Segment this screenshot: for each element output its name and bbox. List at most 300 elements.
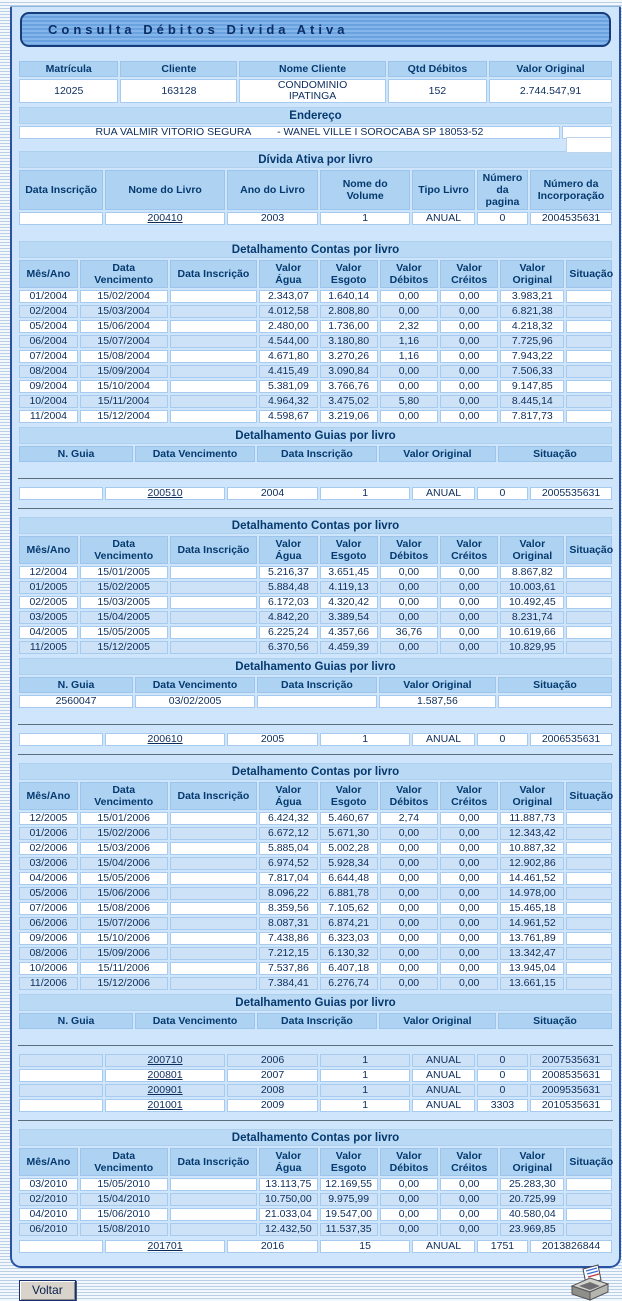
cell: 6.407,18 [320, 962, 378, 975]
cell: 2007535631 [530, 1054, 612, 1067]
cell: 15/01/2006 [80, 812, 168, 825]
column-header: Valor Original [489, 61, 612, 77]
table-row [19, 320, 612, 333]
separator-line [18, 478, 613, 479]
cell: 3.651,45 [320, 566, 378, 579]
cell: 15/06/2006 [80, 887, 168, 900]
table-row [19, 641, 612, 654]
cell [19, 1084, 103, 1097]
cell: ANUAL [412, 212, 475, 225]
cell: 0,00 [440, 1208, 498, 1221]
cell [170, 842, 258, 855]
cell: 5.928,34 [320, 857, 378, 870]
cell: 2008 [227, 1084, 318, 1097]
cell: 0,00 [440, 962, 498, 975]
cell: 04/2006 [19, 872, 78, 885]
cell: 2,32 [380, 320, 438, 333]
cell: 15/09/2004 [80, 365, 168, 378]
cell [566, 395, 612, 408]
cell [170, 827, 258, 840]
column-header: Mês/Ano [19, 260, 78, 288]
table-row [19, 566, 612, 579]
section-title-row [19, 994, 612, 1011]
table-row [19, 872, 612, 885]
matricula-value: 12025 [19, 79, 118, 103]
cell: 0,00 [440, 947, 498, 960]
cell: 15/10/2006 [80, 932, 168, 945]
column-header: Valor Créitos [440, 782, 498, 810]
cell [170, 611, 258, 624]
corner-white-box [566, 137, 612, 153]
column-header: Data Inscrição [257, 1013, 377, 1029]
cell: 4.598,67 [259, 410, 317, 423]
column-header: Valor Esgoto [320, 1148, 378, 1176]
section-title: Detalhamento Contas por livro [19, 241, 612, 258]
table-row [19, 857, 612, 870]
cell: 0,00 [440, 827, 498, 840]
cell: 4.964,32 [259, 395, 317, 408]
cell: 15/04/2006 [80, 857, 168, 870]
section-title-row [19, 763, 612, 780]
endereco-value: RUA VALMIR VITORIO SEGURA - WANEL VILLE I SOROCABA SP 18053-52 [19, 126, 560, 139]
book-row [19, 212, 612, 225]
cell [105, 733, 225, 746]
column-header: Ano do Livro [227, 170, 318, 210]
cell: 04/2005 [19, 626, 78, 639]
cell: 3.219,06 [320, 410, 378, 423]
cell: 02/2010 [19, 1193, 78, 1206]
book-row [19, 487, 612, 500]
column-header: Tipo Livro [412, 170, 475, 210]
cell: 3.090,84 [320, 365, 378, 378]
book-link[interactable]: 200801 [147, 1069, 183, 1081]
endereco-value-row [19, 126, 612, 139]
cell [170, 365, 258, 378]
cell: 15/06/2004 [80, 320, 168, 333]
footer-bar [19, 1263, 611, 1301]
cell [170, 917, 258, 930]
table-row [19, 335, 612, 348]
column-header: Situação [566, 782, 612, 810]
cell: 15/09/2006 [80, 947, 168, 960]
cell: 4.012,58 [259, 305, 317, 318]
cell: 0,00 [440, 932, 498, 945]
cell [566, 947, 612, 960]
column-header: Valor Original [379, 677, 496, 693]
contas-table [17, 515, 614, 656]
cell [170, 887, 258, 900]
cell: 13.945,04 [500, 962, 564, 975]
cell: 07/2004 [19, 350, 78, 363]
cell: 0 [477, 1084, 528, 1097]
section-title-row [19, 1129, 612, 1146]
header-row [19, 170, 612, 210]
cell [566, 857, 612, 870]
cell [566, 872, 612, 885]
cell: 40.580,04 [500, 1208, 564, 1221]
cell: 8.867,82 [500, 566, 564, 579]
cell: 04/2010 [19, 1208, 78, 1221]
cell: 15/02/2006 [80, 827, 168, 840]
cell [566, 1178, 612, 1191]
column-header: Valor Créitos [440, 260, 498, 288]
cell: 0,00 [440, 812, 498, 825]
section-title-row [19, 427, 612, 444]
cell: 13.342,47 [500, 947, 564, 960]
cell [170, 857, 258, 870]
column-header: N. Guia [19, 446, 133, 462]
cell: 0,00 [380, 932, 438, 945]
cell [566, 902, 612, 915]
cell: 0,00 [380, 842, 438, 855]
section-title: Detalhamento Guias por livro [19, 994, 612, 1011]
cell: 12.902,86 [500, 857, 564, 870]
main-panel [10, 6, 621, 1297]
cell: 0,00 [440, 842, 498, 855]
cell: 7.943,22 [500, 350, 564, 363]
cell: 3.270,26 [320, 350, 378, 363]
cell [19, 1099, 103, 1112]
cell [170, 290, 258, 303]
cell: 6.874,21 [320, 917, 378, 930]
table-row [19, 581, 612, 594]
cell [566, 917, 612, 930]
cell: 7.506,33 [500, 365, 564, 378]
column-header: Data Inscrição [170, 1148, 258, 1176]
column-header: Valor Esgoto [320, 536, 378, 564]
cell: 06/2006 [19, 917, 78, 930]
cell: 10.829,95 [500, 641, 564, 654]
cell: 5.671,30 [320, 827, 378, 840]
cell: 6.172,03 [259, 596, 317, 609]
cell [170, 1193, 258, 1206]
guias-table [17, 425, 614, 464]
book-rows-table [17, 485, 614, 502]
window-title-bar [20, 12, 611, 47]
column-header: Nome do Livro [105, 170, 225, 210]
cell: 15/03/2005 [80, 596, 168, 609]
book-link[interactable]: 200510 [147, 487, 183, 499]
cell [170, 641, 258, 654]
cell [566, 962, 612, 975]
table-row [19, 695, 612, 708]
table-row [19, 1208, 612, 1221]
cell: 1 [320, 1099, 410, 1112]
section-title: Detalhamento Guias por livro [19, 658, 612, 675]
cell [566, 566, 612, 579]
book-row [19, 1084, 612, 1097]
cell [566, 1223, 612, 1236]
table-row [19, 410, 612, 423]
header-row [19, 1013, 612, 1029]
cell [19, 1054, 103, 1067]
cell: 07/2006 [19, 902, 78, 915]
cell: 12.343,42 [500, 827, 564, 840]
cell: 0,00 [380, 611, 438, 624]
cell: 10.619,66 [500, 626, 564, 639]
section-title: Detalhamento Contas por livro [19, 1129, 612, 1146]
cell [170, 410, 258, 423]
book-row [19, 1099, 612, 1112]
cell: 5.216,37 [259, 566, 317, 579]
cell: 6.821,38 [500, 305, 564, 318]
section-title: Detalhamento Contas por livro [19, 517, 612, 534]
table-row [19, 962, 612, 975]
cell: 11.537,35 [320, 1223, 378, 1236]
section-title: Detalhamento Guias por livro [19, 427, 612, 444]
cell: 0,00 [380, 917, 438, 930]
cell [170, 626, 258, 639]
cell [566, 581, 612, 594]
section-title-row [19, 151, 612, 168]
cell: 1 [320, 1084, 410, 1097]
cell: 2006535631 [530, 733, 612, 746]
cell [566, 290, 612, 303]
cell: 1 [320, 1054, 410, 1067]
book-link[interactable]: 200610 [147, 733, 183, 745]
cell [566, 977, 612, 990]
cell: 0,00 [380, 887, 438, 900]
cell [170, 596, 258, 609]
column-header: Situação [566, 260, 612, 288]
column-header: Valor Créitos [440, 536, 498, 564]
cell: 0,00 [440, 641, 498, 654]
cell: 03/2010 [19, 1178, 78, 1191]
cell: 19.547,00 [320, 1208, 378, 1221]
cell: 06/2004 [19, 335, 78, 348]
column-header: Mês/Ano [19, 1148, 78, 1176]
cell: 6.370,56 [259, 641, 317, 654]
cell: 15/12/2004 [80, 410, 168, 423]
table-row [19, 947, 612, 960]
client-data-row [19, 79, 612, 103]
cell: 2010535631 [530, 1099, 612, 1112]
column-header: Valor Débitos [380, 260, 438, 288]
book-link[interactable]: 200710 [147, 1054, 183, 1066]
cell: 10.887,32 [500, 842, 564, 855]
cell: 0,00 [440, 335, 498, 348]
book-link[interactable]: 200410 [147, 212, 183, 224]
cell: 4.119,13 [320, 581, 378, 594]
cell: 10.003,61 [500, 581, 564, 594]
cell: 0,00 [440, 290, 498, 303]
cell: 0,00 [380, 1193, 438, 1206]
cell: ANUAL [412, 1054, 475, 1067]
cell: 0,00 [440, 380, 498, 393]
nome-cliente-value [239, 79, 385, 103]
separator-line [18, 1120, 613, 1121]
cell: 15.465,18 [500, 902, 564, 915]
cell: 15/02/2004 [80, 290, 168, 303]
cell: 3303 [477, 1099, 528, 1112]
cell: 0,00 [380, 290, 438, 303]
cell: 20.725,99 [500, 1193, 564, 1206]
cell: 15/12/2006 [80, 977, 168, 990]
cell: 15/11/2004 [80, 395, 168, 408]
cell: 01/2004 [19, 290, 78, 303]
cell: 0,00 [380, 977, 438, 990]
cell: 2,74 [380, 812, 438, 825]
divida-ativa-table [17, 149, 614, 227]
cell: 2008535631 [530, 1069, 612, 1082]
cell: 2006 [227, 1054, 318, 1067]
column-header: Data Inscrição [170, 536, 258, 564]
cell [566, 596, 612, 609]
cell: 7.725,96 [500, 335, 564, 348]
endereco-title: Endereço [19, 107, 612, 124]
cell: 0,00 [380, 365, 438, 378]
table-row [19, 812, 612, 825]
cell [170, 335, 258, 348]
table-row [19, 290, 612, 303]
cell: 02/2004 [19, 305, 78, 318]
table-row [19, 1178, 612, 1191]
cell: 0,00 [380, 1223, 438, 1236]
table-row [19, 917, 612, 930]
book-link[interactable]: 200901 [147, 1084, 183, 1096]
cell: 5,80 [380, 395, 438, 408]
cell: 0,00 [380, 380, 438, 393]
cell [170, 1223, 258, 1236]
cell: 23.969,85 [500, 1223, 564, 1236]
cell: 4.842,20 [259, 611, 317, 624]
voltar-button[interactable]: Voltar [19, 1280, 76, 1301]
column-header: Data Vencimento [80, 1148, 168, 1176]
cell [498, 695, 612, 708]
column-header: Data Vencimento [135, 677, 255, 693]
cell: 2560047 [19, 695, 133, 708]
cell: 0,00 [380, 962, 438, 975]
cell [170, 962, 258, 975]
cell: 4.459,39 [320, 641, 378, 654]
cell: 15/12/2005 [80, 641, 168, 654]
cell: 0,00 [440, 596, 498, 609]
cell [566, 932, 612, 945]
table-row [19, 596, 612, 609]
cliente-value: 163128 [120, 79, 237, 103]
header-row [19, 260, 612, 288]
cell: 0,00 [440, 365, 498, 378]
cell: 5.460,67 [320, 812, 378, 825]
table-row [19, 902, 612, 915]
cell [566, 350, 612, 363]
book-row [19, 1069, 612, 1082]
column-header: Situação [498, 446, 612, 462]
column-header: Data Vencimento [80, 260, 168, 288]
cell: 1,16 [380, 350, 438, 363]
cell: 6.881,78 [320, 887, 378, 900]
cell [170, 395, 258, 408]
cell: ANUAL [412, 1240, 475, 1253]
report-sections [12, 149, 619, 1255]
cell: 25.283,30 [500, 1178, 564, 1191]
column-header: Valor Créitos [440, 1148, 498, 1176]
cell: 0 [477, 733, 528, 746]
separator-line [18, 508, 613, 509]
separator-line [18, 724, 613, 725]
cell: 5.885,04 [259, 842, 317, 855]
cell: 10.750,00 [259, 1193, 317, 1206]
cell [566, 410, 612, 423]
cell: 15/03/2006 [80, 842, 168, 855]
cell: 2.808,80 [320, 305, 378, 318]
cell: 21.033,04 [259, 1208, 317, 1221]
cell: 0,00 [380, 581, 438, 594]
cell: 11.887,73 [500, 812, 564, 825]
cell: 8.087,31 [259, 917, 317, 930]
cell [170, 902, 258, 915]
column-header: Valor Água [259, 260, 317, 288]
header-row [19, 782, 612, 810]
column-header: Valor Original [500, 1148, 564, 1176]
column-header: Qtd Débitos [388, 61, 487, 77]
cell: 1.587,56 [379, 695, 496, 708]
cell [566, 641, 612, 654]
cell [19, 733, 103, 746]
book-rows-table [17, 1052, 614, 1114]
cell: 0,00 [440, 872, 498, 885]
cell: 01/2005 [19, 581, 78, 594]
cell: 2009535631 [530, 1084, 612, 1097]
cell: 7.212,15 [259, 947, 317, 960]
contas-table [17, 1127, 614, 1238]
cell: 1 [320, 733, 410, 746]
column-header: Valor Original [500, 536, 564, 564]
column-header: Situação [498, 1013, 612, 1029]
column-header: Situação [498, 677, 612, 693]
cell: 4.671,80 [259, 350, 317, 363]
cell [170, 305, 258, 318]
cell: 6.276,74 [320, 977, 378, 990]
cell: 0,00 [440, 1223, 498, 1236]
cell: 3.389,54 [320, 611, 378, 624]
cell [105, 1099, 225, 1112]
cell: 0,00 [440, 410, 498, 423]
cell: 3.475,02 [320, 395, 378, 408]
cell: 1.736,00 [320, 320, 378, 333]
column-header: N. Guia [19, 677, 133, 693]
cell: 15/03/2004 [80, 305, 168, 318]
cell: 03/2006 [19, 857, 78, 870]
book-link[interactable]: 201001 [147, 1099, 183, 1111]
cell [566, 1208, 612, 1221]
cell [257, 695, 377, 708]
cell: 0 [477, 487, 528, 500]
book-link[interactable]: 201701 [147, 1240, 183, 1252]
cell: 1 [320, 487, 410, 500]
cell: 0,00 [440, 566, 498, 579]
cell [105, 1084, 225, 1097]
cell [170, 1208, 258, 1221]
column-header: Valor Água [259, 1148, 317, 1176]
cell: 0,00 [380, 641, 438, 654]
qtd-debitos-value: 152 [388, 79, 487, 103]
cell: 15/04/2010 [80, 1193, 168, 1206]
guias-table [17, 992, 614, 1031]
cell [105, 1069, 225, 1082]
cell [566, 335, 612, 348]
table-row [19, 611, 612, 624]
cell: 0,00 [440, 611, 498, 624]
table-row [19, 626, 612, 639]
section-title: Dívida Ativa por livro [19, 151, 612, 168]
printer-icon[interactable] [569, 1263, 611, 1301]
cell: 0,00 [440, 305, 498, 318]
table-row [19, 1193, 612, 1206]
cell: 11/2006 [19, 977, 78, 990]
cell: ANUAL [412, 1069, 475, 1082]
column-header: Valor Original [500, 260, 564, 288]
